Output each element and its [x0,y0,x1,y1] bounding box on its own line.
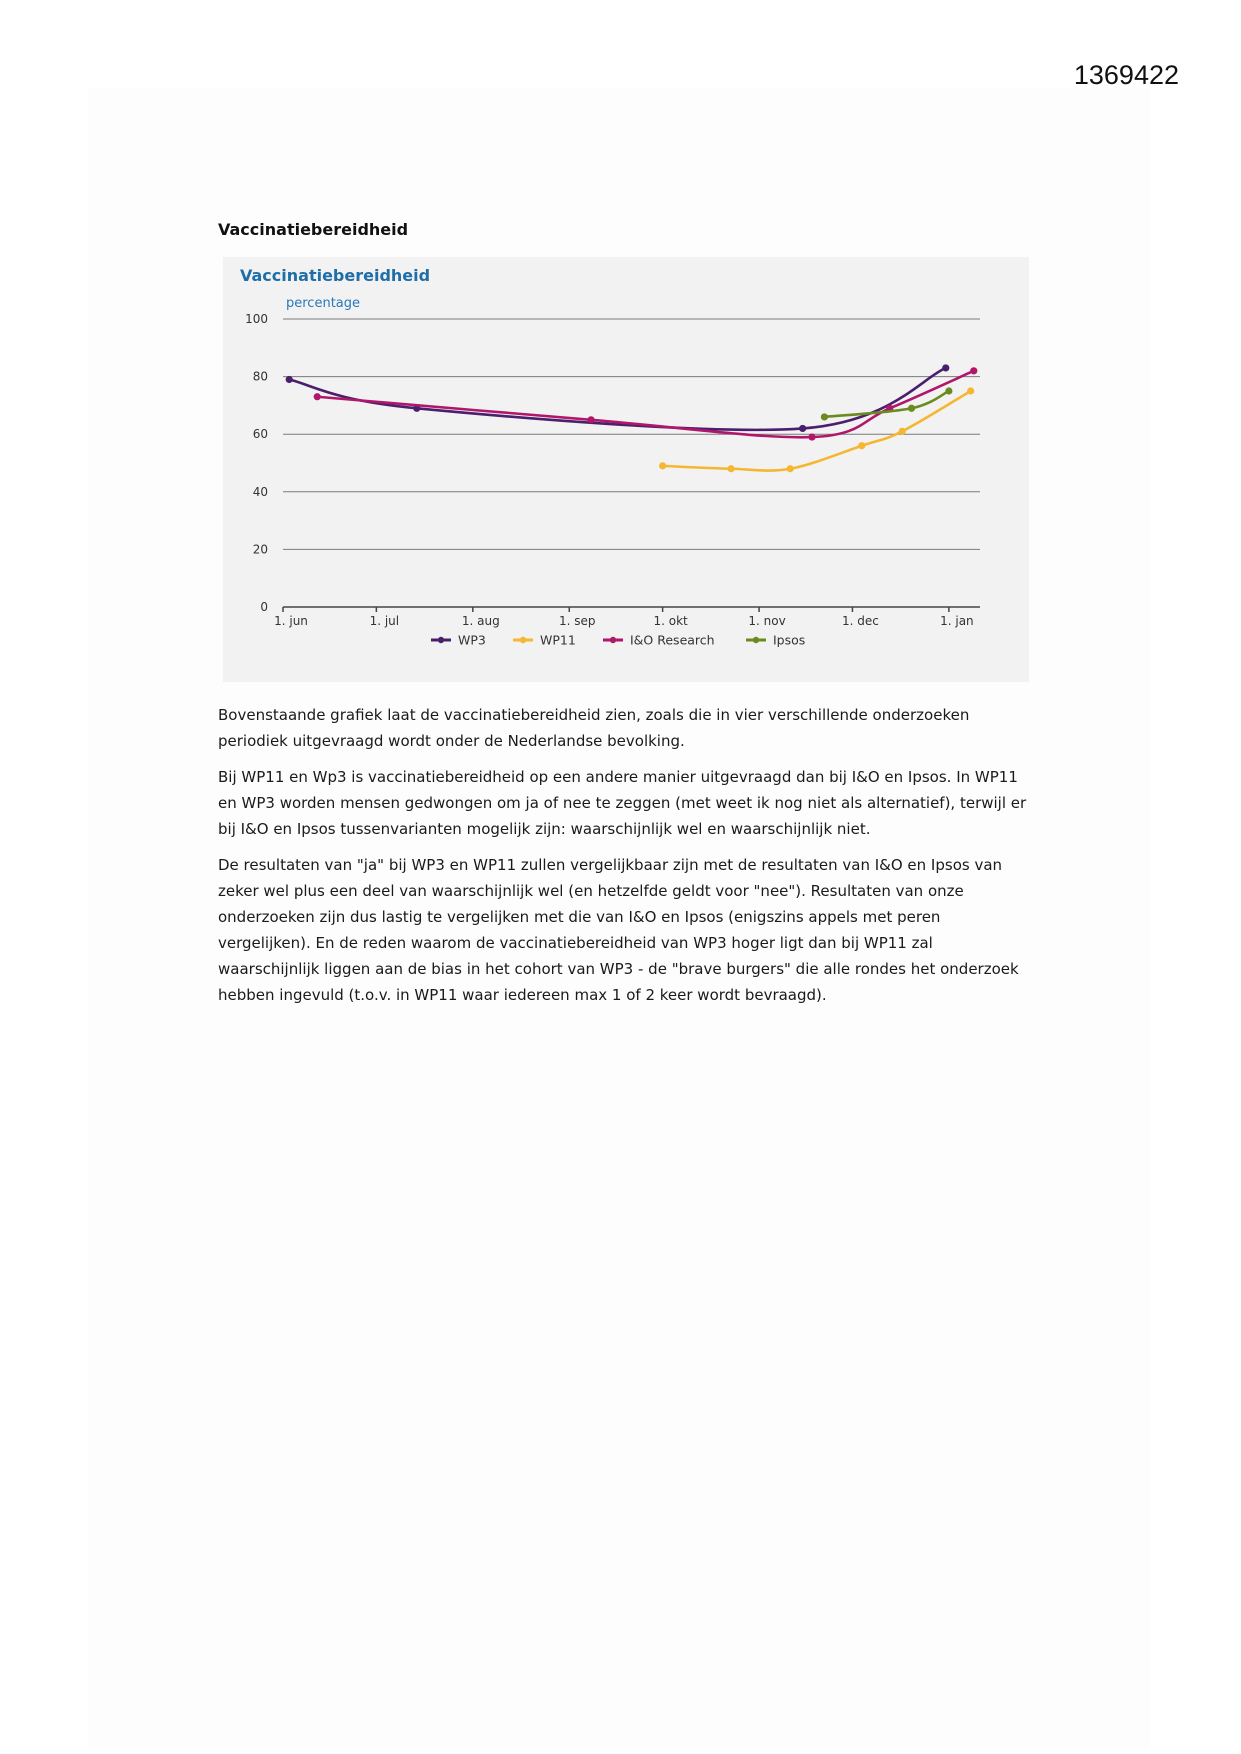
y-tick-label: 20 [252,542,268,557]
data-point-wp3 [286,376,293,383]
x-axis [274,607,974,628]
data-point-wp11 [967,387,974,394]
data-point-ipsos [945,387,952,394]
legend [431,633,805,648]
y-tick-label: 0 [260,600,268,614]
y-tick-label: 40 [252,484,268,499]
series-line-wp3 [289,368,946,430]
legend-label-wp11: WP11 [540,632,576,648]
data-point-ipsos [821,413,828,420]
x-tick-label: 1. nov [748,614,786,628]
legend-marker-wp11 [520,637,526,643]
data-point-wp3 [799,425,806,432]
data-point-i-o-research [314,393,321,400]
legend-label-ipsos: Ipsos [773,632,806,648]
legend-marker-i-o-research [610,637,616,643]
data-point-wp11 [727,465,734,472]
chart-title: Vaccinatiebereidheid [240,266,431,285]
body-text [218,702,1028,1018]
series-line-ipsos [824,391,948,417]
data-point-wp11 [858,442,865,449]
legend-marker-ipsos [753,637,759,643]
legend-label-wp3: WP3 [458,632,486,648]
paragraph: De resultaten van "ja" bij WP3 en WP11 zullen vergelijkbaar zijn met de resultaten van I&O en Ipsos van zeker wel plus een deel van waarschijnlijk wel (en hetzelfde geldt voor "nee"). Resultaten van onze onderzoeken zijn dus lastig te vergelijken met die van I&O en Ipsos (enigszins appels met peren vergelijken). En de reden waarom de vaccinatiebereidheid van WP3 hoger ligt dan bij WP11 zal waarschijnlijk liggen aan de bias in het cohort van WP3 - de "brave burgers" die alle rondes het onderzoek hebben ingevuld (t.o.v. in WP11 waar iedereen max 1 of 2 keer wordt bevraagd). [218,856,1019,1004]
document-id: 1369422 [1073,60,1179,90]
data-point-wp11 [787,465,794,472]
chart-panel [223,257,1029,682]
data-point-i-o-research [970,367,977,374]
y-tick-label: 100 [245,312,268,326]
y-tick-label: 80 [252,369,268,384]
section-heading: Vaccinatiebereidheid [218,220,409,239]
data-point-ipsos [908,405,915,412]
y-axis-label: percentage [286,296,361,311]
data-point-wp3 [942,364,949,371]
legend-marker-wp3 [438,637,444,643]
data-point-i-o-research [587,416,594,423]
x-tick-label: 1. dec [841,614,879,628]
line-chart [223,257,1029,682]
x-tick-label: 1. aug [461,614,500,628]
x-tick-label: 1. jan [940,614,974,628]
x-tick-label: 1. jun [274,614,308,628]
grid [245,312,980,614]
x-tick-label: 1. okt [653,614,688,628]
data-point-i-o-research [808,433,815,440]
x-tick-label: 1. sep [559,614,596,628]
x-tick-label: 1. jul [369,614,400,628]
paragraph: Bij WP11 en Wp3 is vaccinatiebereidheid op een andere manier uitgevraagd dan bij I&O en Ipsos. In WP11 en WP3 worden mensen gedwongen om ja of nee te zeggen (met weet ik nog niet als alternatief), terwijl er bij I&O en Ipsos tussenvarianten mogelijk zijn: waarschijnlijk wel en waarschijnlijk niet. [218,768,1027,838]
legend-label-i-o-research: I&O Research [630,632,715,648]
y-tick-label: 60 [252,427,268,442]
data-point-wp11 [659,462,666,469]
data-point-wp11 [899,428,906,435]
paragraph: Bovenstaande grafiek laat de vaccinatiebereidheid zien, zoals die in vier verschillende onderzoeken periodiek uitgevraagd wordt onder de Nederlandse bevolking. [218,706,970,750]
series [286,364,978,472]
